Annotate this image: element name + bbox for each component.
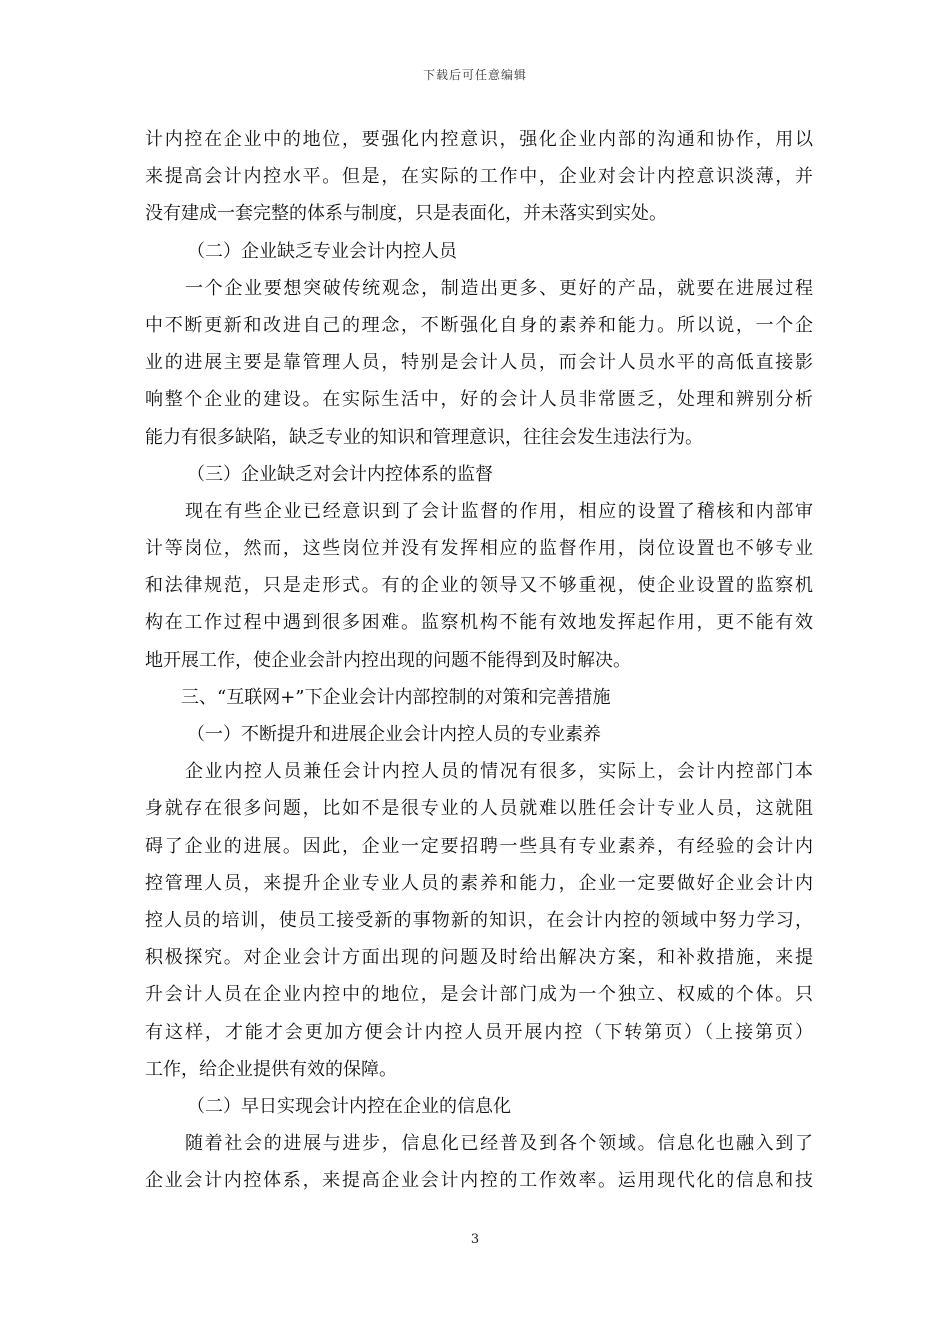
paragraph-line: 响整个企业的建设。在实际生活中，好的会计人员非常匮乏，处理和辨别分析 — [145, 389, 813, 411]
paragraph-line: 工作，给企业提供有效的保障。 — [145, 1058, 397, 1080]
paragraph-line: 和法律规范，只是走形式。有的企业的领导又不够重视，使企业设置的监察机 — [145, 575, 813, 597]
paragraph-line: 中不断更新和改进自己的理念，不断强化自身的素养和能力。所以说，一个企 — [145, 314, 813, 336]
paragraph-line: 身就存在很多问题，比如不是很专业的人员就难以胜任会计专业人员，这就阻 — [145, 798, 813, 820]
paragraph-line: 随着社会的进展与进步，信息化已经普及到各个领域。信息化也融入到了 — [185, 1133, 813, 1155]
paragraph-line: 没有建成一套完整的体系与制度，只是表面化，并未落实到实处。 — [145, 203, 667, 225]
paragraph-line: 计等岗位，然而，这些岗位并没有发挥相应的监督作用，岗位设置也不够专业 — [145, 538, 813, 560]
page-number: 3 — [470, 1232, 480, 1247]
paragraph-line: 积极探究。对企业会计方面出现的问题及时给出解决方案，和补救措施，来提 — [145, 947, 813, 969]
section-heading: （二）企业缺乏专业会计内控人员 — [187, 240, 457, 262]
section-heading: （三）企业缺乏对会计内控体系的监督 — [187, 463, 493, 485]
paragraph-line: 一个企业要想突破传统观念，制造出更多、更好的产品，就要在进展过程 — [185, 277, 813, 299]
document-body — [145, 121, 813, 1199]
chapter-heading: 三、“互联网+”下企业会计内部控制的对策和完善措施 — [181, 686, 611, 708]
paragraph-line: 企业内控人员兼任会计内控人员的情况有很多，实际上，会计内控部门本 — [185, 761, 813, 783]
paragraph-line: 构在工作过程中遇到很多困难。监察机构不能有效地发挥起作用，更不能有效 — [145, 612, 813, 634]
page-header: 下载后可任意编辑 — [422, 68, 527, 82]
paragraph-line: 升会计人员在企业内控中的地位，是会计部门成为一个独立、权威的个体。只 — [145, 984, 813, 1006]
paragraph-line: 有这样，才能才会更加方便会计内控人员开展内控（下转第页）（上接第页） — [145, 1021, 813, 1043]
section-heading: （二）早日实现会计内控在企业的信息化 — [187, 1095, 511, 1117]
section-heading: （一）不断提升和进展企业会计内控人员的专业素养 — [187, 724, 601, 745]
paragraph-line: 现在有些企业已经意识到了会计监督的作用，相应的设置了稽核和内部审 — [185, 500, 813, 522]
paragraph-line: 企业会计内控体系，来提高企业会计内控的工作效率。运用现代化的信息和技 — [145, 1170, 813, 1192]
paragraph-line: 地开展工作，使企业会計内控出现的问题不能得到及时解决。 — [145, 649, 631, 671]
paragraph-line: 能力有很多缺陷，缺乏专业的知识和管理意识，往往会发生违法行为。 — [145, 426, 703, 448]
paragraph-line: 业的进展主要是靠管理人员，特别是会计人员，而会计人员水平的高低直接影 — [145, 352, 813, 374]
paragraph-line: 控管理人员，来提升企业专业人员的素养和能力，企业一定要做好企业会计内 — [145, 872, 813, 894]
paragraph-line: 来提高会计内控水平。但是，在实际的工作中，企业对会计内控意识淡薄，并 — [145, 166, 813, 188]
paragraph-line: 控人员的培训，使员工接受新的事物新的知识，在会计内控的领域中努力学习， — [145, 909, 813, 931]
paragraph-line: 碍了企业的进展。因此，企业一定要招聘一些具有专业素养，有经验的会计内 — [145, 835, 813, 857]
paragraph-line: 计内控在企业中的地位，要强化内控意识，强化企业内部的沟通和协作，用以 — [145, 129, 813, 150]
